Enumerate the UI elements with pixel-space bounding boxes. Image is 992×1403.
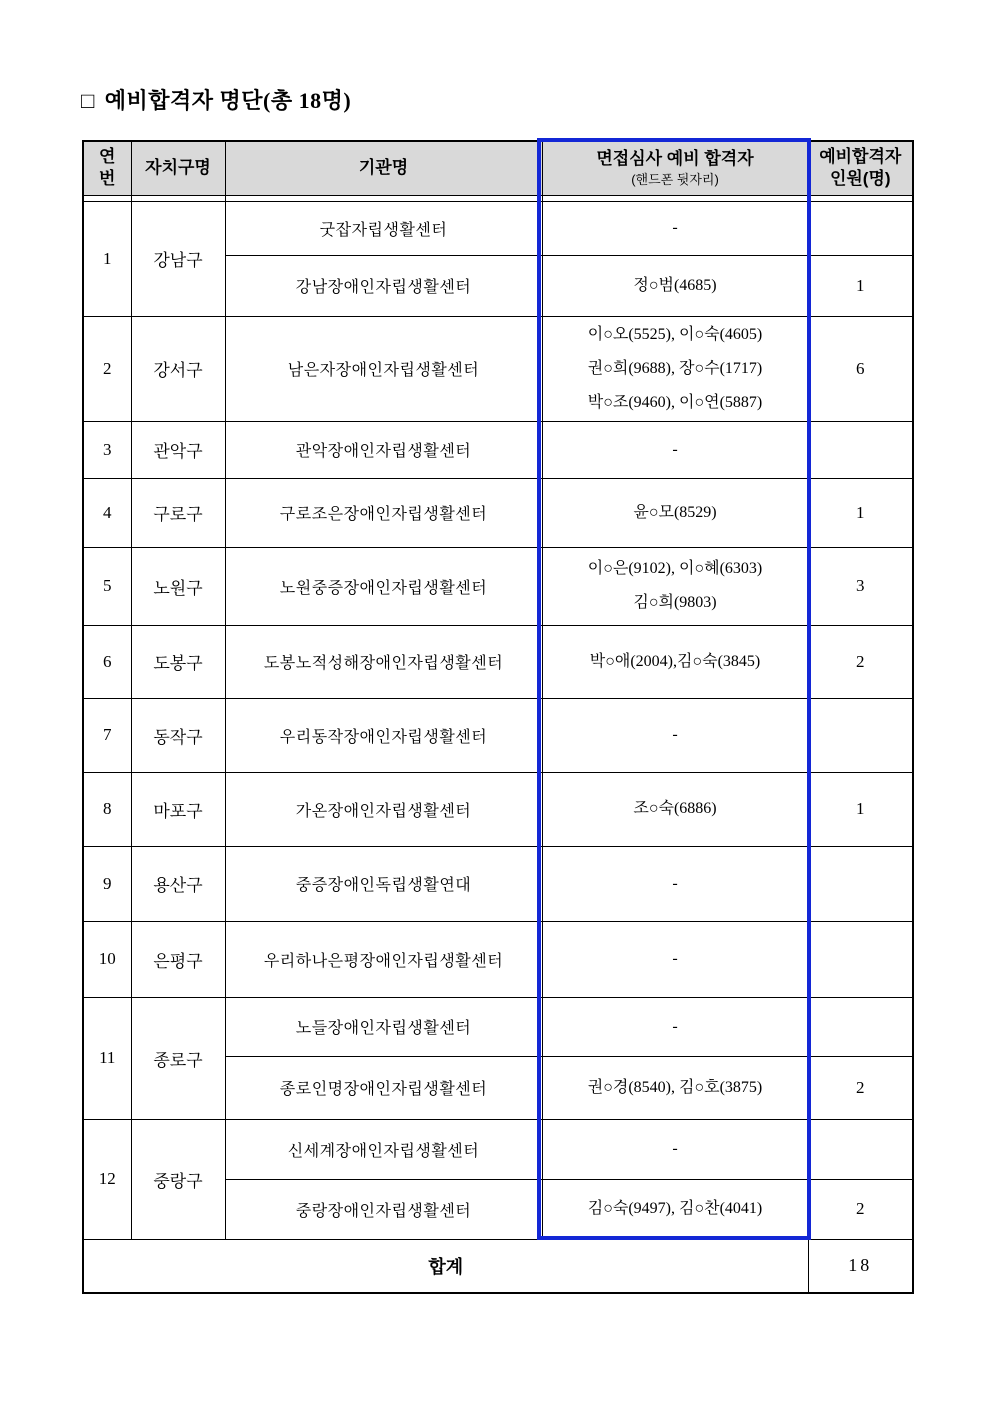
passers-cell: 박○애(2004),김○숙(3845) (542, 625, 808, 698)
row-no-cell: 7 (83, 698, 131, 772)
org-cell: 노들장애인자립생활센터 (225, 997, 542, 1056)
count-cell: 1 (808, 255, 913, 316)
org-cell: 가온장애인자립생활센터 (225, 772, 542, 846)
page-title (81, 84, 351, 115)
passers-cell: 윤○모(8529) (542, 478, 808, 547)
table-row (83, 997, 913, 1056)
count-cell (808, 201, 913, 255)
org-cell: 강남장애인자립생활센터 (225, 255, 542, 316)
count-cell: 2 (808, 1056, 913, 1119)
row-no-cell: 8 (83, 772, 131, 846)
table-row (83, 772, 913, 846)
district-cell: 구로구 (131, 478, 225, 547)
count-cell (808, 1119, 913, 1179)
row-no-cell: 9 (83, 846, 131, 921)
passers-cell: - (542, 698, 808, 772)
col-header-org: 기관명 (225, 141, 542, 195)
passers-cell: 정○범(4685) (542, 255, 808, 316)
count-cell: 3 (808, 547, 913, 625)
row-no-cell: 6 (83, 625, 131, 698)
table-row (83, 1119, 913, 1179)
district-cell: 용산구 (131, 846, 225, 921)
reserve-passers-table (82, 140, 914, 1294)
passers-cell: - (542, 921, 808, 997)
square-bullet-icon: □ (81, 88, 95, 113)
row-no-cell: 5 (83, 547, 131, 625)
district-cell: 강서구 (131, 316, 225, 421)
passers-cell: - (542, 421, 808, 478)
passers-cell: - (542, 201, 808, 255)
row-no-cell: 2 (83, 316, 131, 421)
org-cell: 우리동작장애인자립생활센터 (225, 698, 542, 772)
row-no-cell: 10 (83, 921, 131, 997)
passers-cell: 이○오(5525), 이○숙(4605) 권○희(9688), 장○수(1717) 박○조(9460), 이○연(5887) (542, 316, 808, 421)
total-label-cell: 합계 (83, 1239, 808, 1293)
table-row (83, 698, 913, 772)
org-cell: 남은자장애인자립생활센터 (225, 316, 542, 421)
table-row (83, 478, 913, 547)
org-cell: 노원중증장애인자립생활센터 (225, 547, 542, 625)
table-row (83, 846, 913, 921)
district-cell: 은평구 (131, 921, 225, 997)
table-row (83, 316, 913, 421)
row-no-cell: 4 (83, 478, 131, 547)
passers-cell: 김○숙(9497), 김○찬(4041) (542, 1179, 808, 1239)
table-row (83, 921, 913, 997)
passers-cell: 이○은(9102), 이○혜(6303) 김○희(9803) (542, 547, 808, 625)
col-header-passers-sub: (핸드폰 뒷자리) (631, 171, 719, 187)
org-cell: 신세계장애인자립생활센터 (225, 1119, 542, 1179)
passers-cell: 조○숙(6886) (542, 772, 808, 846)
district-cell: 관악구 (131, 421, 225, 478)
district-cell: 노원구 (131, 547, 225, 625)
count-cell: 1 (808, 772, 913, 846)
total-value-cell: 18 (808, 1239, 913, 1293)
col-header-passers: 면접심사 예비 합격자 (핸드폰 뒷자리) (542, 141, 808, 195)
org-cell: 관악장애인자립생활센터 (225, 421, 542, 478)
row-no-cell: 3 (83, 421, 131, 478)
col-header-district: 자치구명 (131, 141, 225, 195)
table-row (83, 201, 913, 255)
table-header-row (83, 141, 913, 195)
count-cell: 6 (808, 316, 913, 421)
district-cell: 종로구 (131, 997, 225, 1119)
table-row (83, 625, 913, 698)
count-cell (808, 846, 913, 921)
district-cell: 동작구 (131, 698, 225, 772)
passers-cell: - (542, 997, 808, 1056)
passers-cell: 권○경(8540), 김○호(3875) (542, 1056, 808, 1119)
count-cell: 2 (808, 625, 913, 698)
district-cell: 도봉구 (131, 625, 225, 698)
count-cell: 2 (808, 1179, 913, 1239)
org-cell: 중증장애인독립생활연대 (225, 846, 542, 921)
org-cell: 우리하나은평장애인자립생활센터 (225, 921, 542, 997)
org-cell: 구로조은장애인자립생활센터 (225, 478, 542, 547)
org-cell: 종로인명장애인자립생활센터 (225, 1056, 542, 1119)
district-cell: 강남구 (131, 201, 225, 316)
district-cell: 중랑구 (131, 1119, 225, 1239)
row-no-cell: 12 (83, 1119, 131, 1239)
org-cell: 도봉노적성해장애인자립생활센터 (225, 625, 542, 698)
row-no-cell: 1 (83, 201, 131, 316)
table-row (83, 547, 913, 625)
col-header-no: 연 번 (83, 141, 131, 195)
total-row (83, 1239, 913, 1293)
district-cell: 마포구 (131, 772, 225, 846)
count-cell (808, 698, 913, 772)
col-header-count: 예비합격자 인원(명) (808, 141, 913, 195)
count-cell (808, 921, 913, 997)
count-cell (808, 421, 913, 478)
table-row (83, 421, 913, 478)
passers-cell: - (542, 846, 808, 921)
count-cell (808, 997, 913, 1056)
passers-cell: - (542, 1119, 808, 1179)
count-cell: 1 (808, 478, 913, 547)
page-title-text: 예비합격자 명단(총 18명) (104, 88, 352, 113)
org-cell: 중랑장애인자립생활센터 (225, 1179, 542, 1239)
org-cell: 굿잡자립생활센터 (225, 201, 542, 255)
row-no-cell: 11 (83, 997, 131, 1119)
